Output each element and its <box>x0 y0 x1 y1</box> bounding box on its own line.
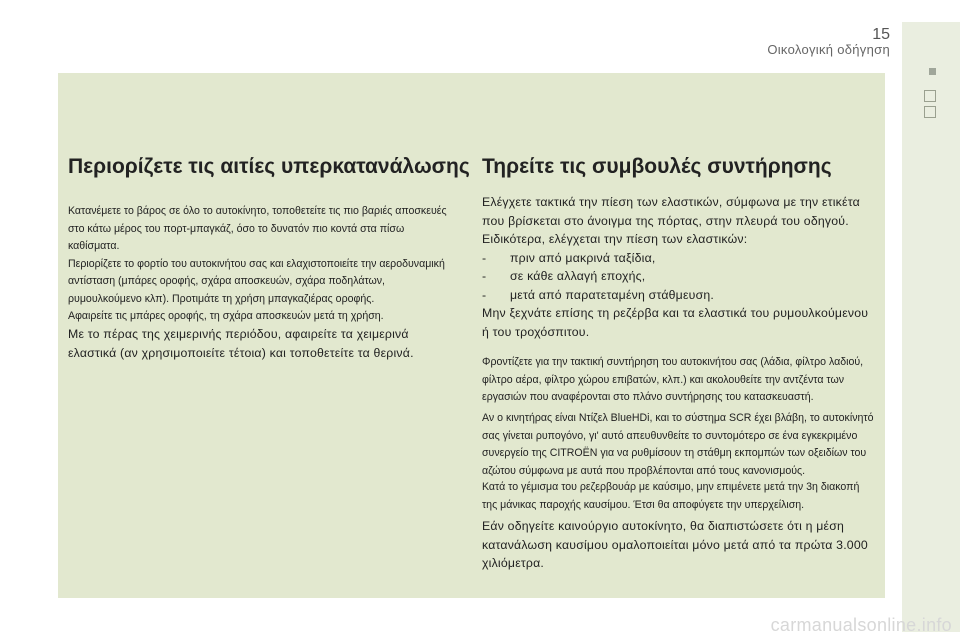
weight-paragraph: Κατανέμετε το βάρος σε όλο το αυτοκίνητο, τοποθετείτε τις πιο βαριές αποσκευές στο κάτω μέρος του πορτ-μπαγκάζ, όσο το δυνατόν πιο κοντά στα πίσω καθίσματα. <box>68 205 447 252</box>
winter-paragraph <box>68 325 458 362</box>
tyre-list <box>482 249 877 305</box>
diesel-text: Αν ο κινητήρας είναι Ντίζελ BlueHDi, και το σύστημα SCR έχει βλάβη, το αυτοκίνητό σας γίνεται ρυπογόνο, γι' αυτό απευθυνθείτε το συντομότερο σε ένα εγκεκριμένο συνεργείο της CITROËN για να ρυθμίσουν τη στάθμη εκπομπών των οξειδίων του αζώτου σύμφωνα με αυτά που προβλέπονται από τους κανονισμούς. <box>482 412 874 477</box>
page-number: 15 <box>872 26 890 43</box>
roof-bars-paragraph: Αφαιρείτε τις μπάρες οροφής, τη σχάρα αποσκευών μετά τη χρήση. <box>68 310 384 322</box>
tyre-intro: Ελέγχετε τακτικά την πίεση των ελαστικών, σύμφωνα με την ετικέτα που βρίσκεται στο άνοιγμα της πόρτας, στην πλευρά του οδηγού. <box>482 195 860 228</box>
diesel-paragraph <box>482 410 877 480</box>
tyre-sub: Ειδικότερα, ελέγχεται την πίεση των ελαστικών: <box>482 232 748 246</box>
left-paragraphs <box>68 203 458 326</box>
new-car-text: Εάν οδηγείτε καινούργιο αυτοκίνητο, θα διαπιστώσετε ότι η μέση κατανάλωση καυσίμου ομαλοποιείται μόνο μετά από τα πρώτα 3.000 χιλιόμετρα. <box>482 519 868 570</box>
winter-text: Με το πέρας της χειμερινής περιόδου, αφαιρείτε τα χειμερινά ελαστικά (αν χρησιμοποιείτε τέτοια) και τοποθετείτε τα θερινά. <box>68 327 414 360</box>
outline-square-icon <box>924 90 936 102</box>
fuel-text: Κατά το γέμισμα του ρεζερβουάρ με καύσιμο, μην επιμένετε μετά την 3η διακοπή της μάνικας παροχής καυσίμου. Έτσι θα αποφύγετε την υπερχείλιση. <box>482 481 860 511</box>
list-item: - πριν από μακρινά ταξίδια, <box>482 249 877 268</box>
content-panel <box>58 73 885 598</box>
list-item: - μετά από παρατεταμένη στάθμευση. <box>482 286 877 305</box>
maintenance-paragraph <box>482 354 877 407</box>
list-item: - σε κάθε αλλαγή εποχής, <box>482 267 877 286</box>
new-car-paragraph <box>482 517 877 573</box>
outline-square-icon <box>924 106 936 118</box>
filled-square-icon <box>929 68 936 75</box>
sidebar-tab <box>902 22 960 632</box>
watermark: carmanualsonline.info <box>770 615 952 635</box>
right-heading: Τηρείτε τις συμβουλές συντήρησης <box>482 155 832 178</box>
tyre-block <box>482 193 877 341</box>
spare-text: Μην ξεχνάτε επίσης τη ρεζέρβα και τα ελαστικά του ρυμουλκούμενου ή του τροχόσπιτου. <box>482 306 869 339</box>
section-title: Οικολογική οδήγηση <box>767 42 890 57</box>
fuel-paragraph <box>482 479 877 514</box>
maintenance-text: Φροντίζετε για την τακτική συντήρηση του αυτοκινήτου σας (λάδια, φίλτρο λαδιού, φίλτρο αέρα, φίλτρο χώρου επιβατών, κλπ.) και ακολουθείτε την αντζέντα των εργασιών που αναφέρονται στο πλάνο συντήρησης του κατασκευαστή. <box>482 356 864 403</box>
left-heading: Περιορίζετε τις αιτίες υπερκατανάλωσης <box>68 155 470 178</box>
load-paragraph: Περιορίζετε το φορτίο του αυτοκινήτου σας και ελαχιστοποιείτε την αεροδυναμική αντίσταση (μπάρες οροφής, σχάρα αποσκευών, σχάρα ποδηλάτων, ρυμουλκούμενο κλπ). Προτιμάτε τη χρήση μπαγκαζιέρας οροφής. <box>68 257 445 305</box>
